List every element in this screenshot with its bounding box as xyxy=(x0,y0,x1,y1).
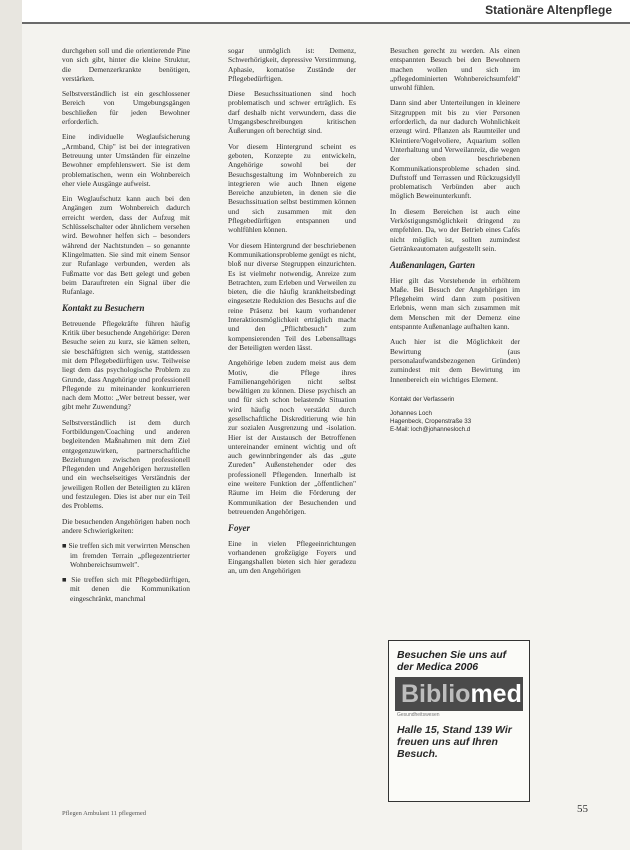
subheading-foyer: Foyer xyxy=(228,523,250,534)
section-title: Stationäre Altenpflege xyxy=(485,3,612,17)
contact-label: Kontakt der Verfasserin xyxy=(390,395,455,403)
contact-street: Hagenbeck, Cropenstraße 33 xyxy=(390,417,472,425)
author-contact xyxy=(390,396,520,434)
bibliomed-advertisement xyxy=(388,640,530,802)
logo-part-b: med xyxy=(470,680,522,708)
page-number: 55 xyxy=(577,803,588,815)
bullet-item: ■ Sie treffen sich mit verwirrten Menschen im fremden Terrain „pflegezentrierter Wohnbereichsumwelt". xyxy=(62,541,190,569)
paragraph: Selbstverständlich ist ein geschlossener Bereich von Umgebungsgängen beschließen für jeden Bewohner erforderlich. xyxy=(62,89,190,127)
paragraph: Eine in vielen Pflegeeinrichtungen vorhandenen großzügige Foyers und Eingangshallen bieten sich hier geradezu an, um den Angehörigen xyxy=(228,538,356,576)
paragraph: Diese Besuchssituationen sind hoch problematisch und schwer erträglich. Es darf deshalb nicht verwundern, dass die Umgangsbeschreibungen kritischen Äußerungen oft berechtigt sind. xyxy=(228,89,356,136)
contact-email: E-Mail: loch@johannesloch.d xyxy=(390,425,471,433)
contact-name: Johannes Loch xyxy=(390,409,432,417)
paragraph: durchgehen soll und die orientierende Pine von sich gibt, hinter die kleine Struktur, die Demenzerkrankte benötigen, verstärken. xyxy=(62,46,190,83)
paragraph: Besuchen gerecht zu werden. Als einen entspannten Besuch bei den Bewohnern machen wollen und sich im „pflegedominierten Wohnbereichsumfeld" unwohl fühlen. xyxy=(390,46,520,93)
subheading-kontakt: Kontakt zu Besuchern xyxy=(62,303,145,314)
paragraph: Auch hier ist die Möglichkeit der Bewirtung (aus personalaufwandsbezogenen Gründen) zumindest mit dem Bewirtung im Innenbereich ein wichtiges Element. xyxy=(390,337,520,384)
text-column-3 xyxy=(390,46,520,434)
subheading-aussenanlagen: Außenanlagen, Garten xyxy=(390,260,476,271)
paragraph: Angehörige leben zudem meist aus dem Motiv, die Pflege ihres Familienangehörigen nicht selbst bewältigen zu können. Diese psychisch an und für sich schon belastende Situation wird häufig noch verstärkt durch gesellschaftliche Diskreditierung wie hin zur sozialen Ausgrenzung und -isolation. Hier ist der Austausch der Betroffenen untereinander eminent wichtig und oft auch gewinnbringender als das „gute Zureden" Außenstehender oder des professionell Pflegenden. Innerhalb ist eine weitere Funktion der „öffentlichen" Räume im Heim die Förderung der Kommunikation der Besuchenden und betreuenden Angehörigen. xyxy=(228,358,356,516)
paragraph: Vor diesem Hintergrund scheint es geboten, Konzepte zu entwickeln, Angehörige sowohl bei der Besuchsgestaltung im Wohnbereich zu integrieren wie auch Ihnen eigene Bereiche anzubieten, in denen sie die Besuchssituation selbst bestimmen können und sich zusammen mit den Pflegebedürftigen entspannen und wohlfühlen können. xyxy=(228,141,356,235)
paragraph: Vor diesem Hintergrund der beschriebenen Kommunikationsprobleme genügt es nicht, bloß nur diverse Stegruppen einzurichten. Es ist vielmehr notwendig, Anreize zum Betrachten, zum Erleben und Verweilen zu bieten, die die häufig krankheitsbedingt eingesetzte Reduktion des Besuchs auf die reine Präsenz bei kaum vorhandener Interaktionsmöglichkeit erträglich macht und den „Pflichtbesuch" zum kompensierenden Teil des Lebensalltags der Beteiligten werden lässt. xyxy=(228,240,356,352)
paragraph: Dann sind aber Unterteilungen in kleinere Sitzgruppen mit bis zu vier Personen erforderlich, da nur dadurch Wohnlichkeit erzeugt wird. Pflanzen als Raumteiler und Kleintiere/Vogelvoliere, Aquarium sollen Unterhaltung und Verweilanreiz, die wegen der oben beschriebenen Kommunikationsprobleme schaden sind. Duftstoff und Terrassen und Rückzugsidyll problematisch Verbünden aber auch möglich Beweinunterkunft. xyxy=(390,98,520,201)
page-gutter xyxy=(0,0,22,850)
paragraph: Eine individuelle Weglaufsicherung „Armband, Chip" ist bei der integrativen Betreuung unter Umständen für einzelne Bewohner empfehlenswert. Sie ist dem problematischen, wenn ein Wohnbereich eher viele Ausgänge aufweist. xyxy=(62,132,190,188)
bibliomed-logo xyxy=(395,677,523,711)
page-footer: Pflegen Ambulant 11 pflegemed xyxy=(62,810,147,817)
paragraph: Hier gilt das Vorstehende in erhöhtem Maße. Bei Besuch der Angehörigen im Pflegeheim wird dann zum positiven Erlebnis, wenn man sich zusammen mit dem Menschen mit der Demenz eine entspannte Außenanlage aufhalten kann. xyxy=(390,275,520,332)
bullet-item: ■ Sie treffen sich mit Pflegebedürftigen, mit denen die Kommunikation eingeschränkt, manchmal xyxy=(62,575,190,603)
paragraph: sogar unmöglich ist: Demenz, Schwerhörigkeit, depressive Verstimmung, Aphasie, komatöse Zustände der Pflegebedürftigen. xyxy=(228,46,356,83)
paragraph: In diesem Bereichen ist auch eine Verköstigungsmöglichkeit dringend zu empfehlen. Da, wo der Betrieb eines Cafés nicht möglich ist, sollten zumindest Getränkeautomaten aufgestellt sein. xyxy=(390,206,520,253)
paragraph: Selbstverständlich ist dem durch Fortbildungen/Coaching und anderen begleitenden Maßnahmen mit dem Ziel entgegenzuwirken, partnerschaftliche Beziehungen zwischen professionell Pflegenden und Angehörigen herzustellen und ein wechselseitiges Verständnis der jeweiligen Rollen der Beteiligten zu klären und festzulegen. Dies ist aber nur ein Teil des Problems. xyxy=(62,417,190,511)
ad-headline: Besuchen Sie uns auf der Medica 2006 xyxy=(397,649,507,673)
paragraph: Betreuende Pflegekräfte führen häufig Kritik über besuchende Angehörige: Deren Besuche seien zu kurz, sie kämen selten, sie beschäftigten sich wenig, stattdessen mit dem Pflegebedürftigen usw. Teilweise liegt dem das psychologische Problem zu Grunde, dass Angehörige und professionell Pflegende zu miteinander konkurrieren nach dem Motto: „Wer betreut besser, wer gibt mehr Zuwendung? xyxy=(62,318,190,412)
page-header xyxy=(22,0,630,24)
ad-tagline: Gesundheitswesen xyxy=(397,712,440,718)
paragraph: Die besuchenden Angehörigen haben noch andere Schwierigkeiten: xyxy=(62,516,190,535)
text-column-2 xyxy=(228,46,356,582)
text-column-1 xyxy=(62,46,190,609)
logo-part-a: Biblio xyxy=(401,680,471,708)
ad-booth-info: Halle 15, Stand 139 Wir freuen uns auf Ihren Besuch. xyxy=(397,724,512,760)
paragraph: Ein Weglaufschutz kann auch bei den Angängen zum Wohnbereich dadurch erreicht werden, dass der Aufzug mit Schlüsselschalter oder ähnlichem versehen wird. Bewohner helfen sich – besonders während der Nachtstunden – so genannte Klingelmatten. Sie sind mit einem Sensor zur Rufanlage verbunden, werden als Fußmatte vor das Bett gelegt und geben beim Darauftreten ein Signal über die Rufanlage. xyxy=(62,194,190,297)
